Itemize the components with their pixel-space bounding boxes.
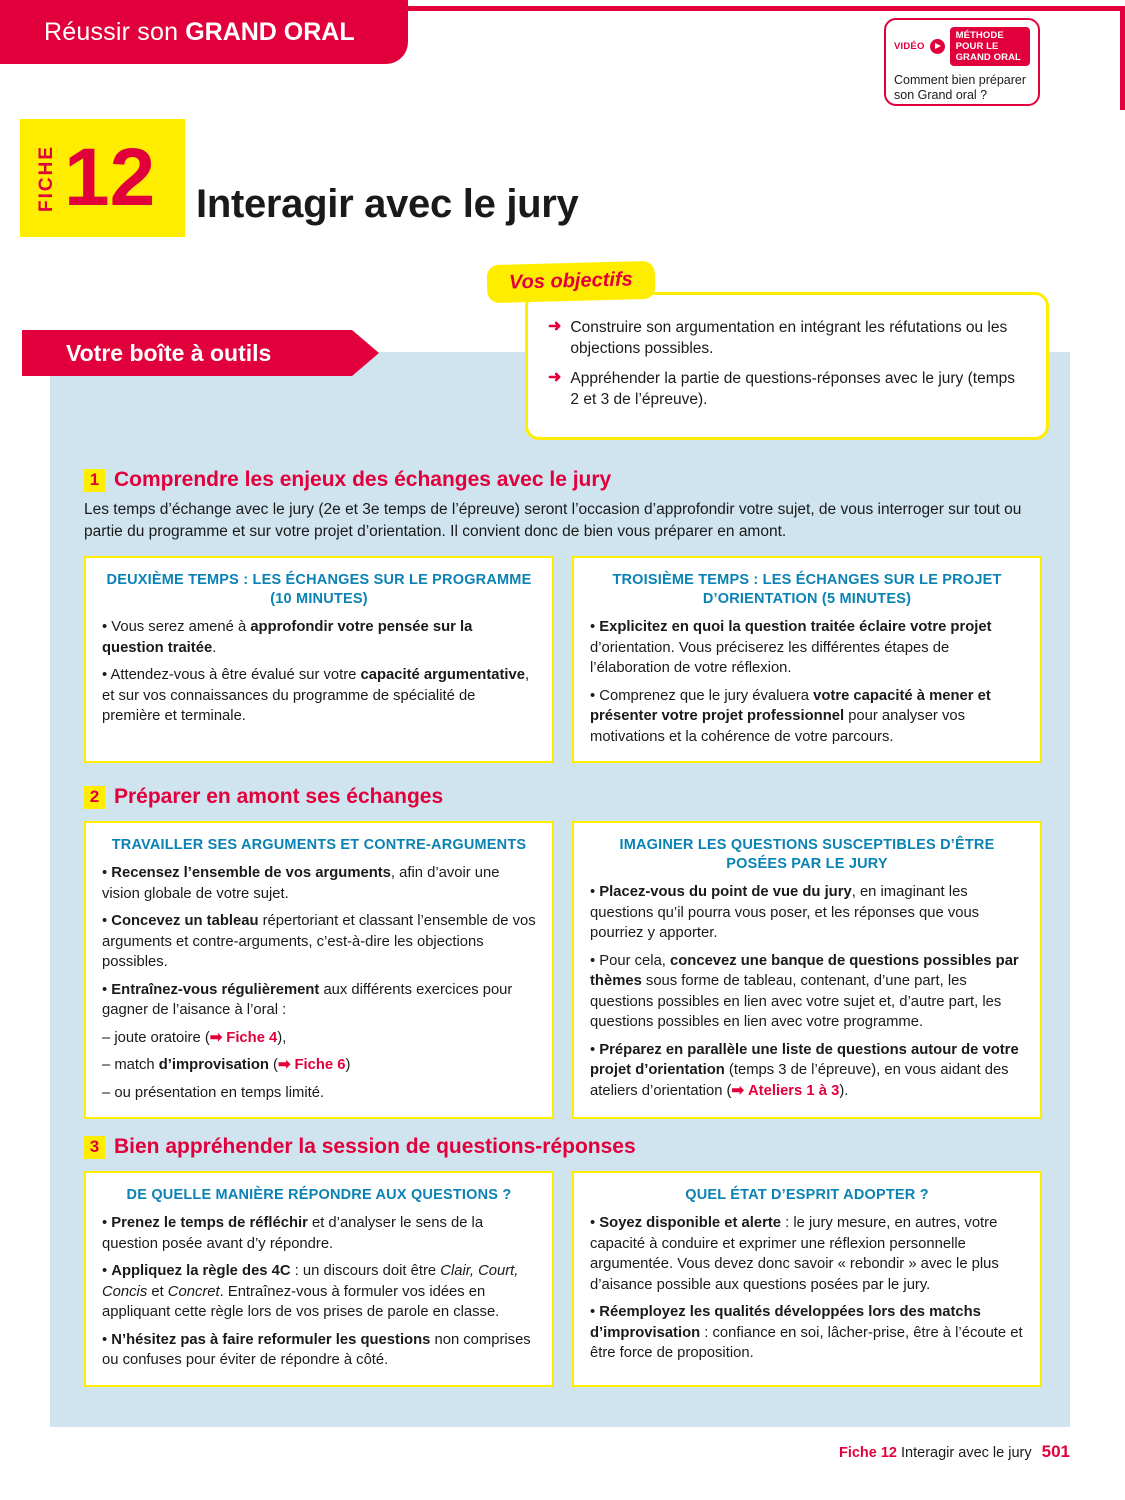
section-1-cards [84, 556, 1042, 763]
page-title: Interagir avec le jury [196, 181, 579, 226]
card-paragraph: • Comprenez que le jury évaluera votre capacité à mener et présenter votre projet professionnel pour analyser vos motivations et la cohérence de votre parcours. [590, 687, 991, 745]
card-paragraph: • Explicitez en quoi la question traitée éclaire votre projet d’orientation. Vous préciserez les différentes étapes de l’élaboration de votre réflexion. [590, 619, 992, 676]
footer-page-number: 501 [1041, 1442, 1070, 1461]
section-1-number: 1 [84, 469, 105, 492]
video-method-tag: MÉTHODE POUR LE GRAND ORAL [950, 27, 1030, 66]
series-banner-strong: GRAND ORAL [185, 17, 355, 46]
objectives-tab [487, 261, 656, 303]
footer-fiche: Fiche 12 [838, 1445, 897, 1461]
card-imaginer-questions [572, 821, 1042, 1119]
section-3-title: Bien appréhender la session de questions-réponses [114, 1135, 636, 1158]
card-travailler-arguments [84, 821, 554, 1119]
play-icon[interactable] [930, 39, 945, 54]
card-paragraph: • Pour cela, concevez une banque de questions possibles par thèmes sous forme de tableau, contenant, d’une part, les questions possibles en lien avec votre sujet et, d’autre part, les questions possibles en lien avec votre programme. [590, 952, 1019, 1030]
fiche-word: FICHE [36, 144, 57, 212]
card-paragraph-link[interactable]: – match d’improvisation (➡ Fiche 6) [102, 1057, 351, 1073]
objective-item [548, 368, 1022, 410]
video-callout-header [894, 27, 1030, 66]
section-3-header [84, 1135, 1042, 1159]
card-maniere-repondre [84, 1171, 554, 1387]
footer-title: Interagir avec le jury [901, 1445, 1032, 1461]
section-2-number: 2 [84, 786, 105, 809]
top-rule [408, 6, 1125, 11]
toolbox-tag [22, 330, 352, 376]
objective-text: Construire son argumentation en intégrant les réfutations ou les objections possibles. [570, 319, 1008, 357]
section-1-intro: Les temps d’échange avec le jury (2e et 3e temps de l’épreuve) seront l’occasion d’approfondir votre sujet, de vous interroger sur tout ou partie du programme et sur votre projet d’orientation. Il convient donc de bien vous préparer en amont. [84, 501, 1022, 540]
section-2 [84, 785, 1042, 1119]
series-banner-pre: Réussir son [44, 17, 179, 46]
card-paragraph: • Entraînez-vous régulièrement aux différents exercices pour gagner de l’aisance à l’oral : [102, 981, 513, 1018]
fiche-number-block [20, 119, 185, 237]
card-paragraph: • Appliquez la règle des 4C : un discours doit être Clair, Court, Concis et Concret. Entraînez-vous à formuler vos idées en appliquant cette règle lors de vos prises de parole en classe. [102, 1263, 519, 1320]
section-3 [84, 1135, 1042, 1387]
card-title: TROISIÈME TEMPS : LES ÉCHANGES SUR LE PROJET D’ORIENTATION (5 MINUTES) [612, 572, 1002, 607]
section-2-title: Préparer en amont ses échanges [114, 785, 444, 808]
card-troisieme-temps [572, 556, 1042, 763]
section-1-title: Comprendre les enjeux des échanges avec le jury [114, 468, 612, 491]
card-title: QUEL ÉTAT D’ESPRIT ADOPTER ? [685, 1187, 929, 1203]
section-1-header [84, 468, 1042, 492]
card-paragraph-link[interactable]: • Préparez en parallèle une liste de questions autour de votre projet d’orientation (temps 3 de l’épreuve), en vous aidant des ateliers d’orientation (➡ Ateliers 1 à 3). [590, 1041, 1019, 1099]
card-paragraph: • Prenez le temps de réfléchir et d’analyser le sens de la question posée avant d’y répondre. [102, 1215, 484, 1252]
card-paragraph: • Réemployez les qualités développées lors des matchs d’improvisation : confiance en soi, lâcher-prise, être à l’écoute et être force de proposition. [590, 1304, 1023, 1361]
card-etat-esprit [572, 1171, 1042, 1387]
section-2-cards [84, 821, 1042, 1119]
card-paragraph: • N’hésitez pas à faire reformuler les questions non comprises ou confuses pour éviter de répondre à côté. [102, 1331, 531, 1368]
toolbox-label: Votre boîte à outils [66, 340, 272, 366]
video-callout[interactable] [884, 18, 1040, 106]
section-3-cards [84, 1171, 1042, 1387]
card-paragraph: • Concevez un tableau répertoriant et classant l’ensemble de vos arguments et contre-arguments, c’est-à-dire les objections possibles. [102, 913, 536, 970]
card-paragraph-link[interactable]: – joute oratoire (➡ Fiche 4), [102, 1029, 287, 1046]
card-paragraph: • Soyez disponible et alerte : le jury mesure, en autres, votre capacité à conduire et exprimer une réflexion personnelle argumentée. Vous devez donc savoir « rebondir » avec le plus d’aisance possible aux questions posées par le jury. [590, 1215, 999, 1293]
section-3-number: 3 [84, 1136, 105, 1159]
section-2-header [84, 785, 1042, 809]
objective-text: Appréhender la partie de questions-réponses avec le jury (temps 2 et 3 de l’épreuve). [570, 370, 1015, 408]
video-label: VIDÉO [894, 41, 925, 52]
card-paragraph: – ou présentation en temps limité. [102, 1084, 325, 1101]
fiche-number: 12 [64, 132, 156, 223]
arrow-right-icon: ➜ [548, 318, 562, 335]
video-caption: Comment bien préparer son Grand oral ? [894, 73, 1027, 102]
objective-item [548, 317, 1022, 359]
right-rail [1120, 6, 1125, 110]
objectives-tab-label: Vos objectifs [508, 268, 633, 294]
arrow-right-icon: ➜ [548, 369, 562, 386]
card-paragraph: • Placez-vous du point de vue du jury, en imaginant les questions qu’il pourra vous poser, et les réponses que vous pourriez y apporter. [590, 884, 980, 941]
objectives-box [525, 292, 1049, 440]
page-footer [839, 1442, 1070, 1462]
card-title: DE QUELLE MANIÈRE RÉPONDRE AUX QUESTIONS ? [126, 1187, 512, 1203]
card-title: IMAGINER LES QUESTIONS SUSCEPTIBLES D’ÊTRE POSÉES PAR LE JURY [619, 837, 995, 872]
card-title: DEUXIÈME TEMPS : LES ÉCHANGES SUR LE PROGRAMME (10 MINUTES) [106, 572, 532, 607]
card-paragraph: • Attendez-vous à être évalué sur votre capacité argumentative, et sur vos connaissances du programme de spécialité de première et terminale. [102, 667, 530, 724]
series-banner [0, 0, 408, 64]
card-paragraph: • Vous serez amené à approfondir votre pensée sur la question traitée. [102, 619, 473, 656]
card-paragraph: • Recensez l’ensemble de vos arguments, afin d’avoir une vision globale de votre sujet. [102, 865, 500, 902]
card-deuxieme-temps [84, 556, 554, 763]
card-title: TRAVAILLER SES ARGUMENTS ET CONTRE-ARGUMENTS [111, 837, 527, 853]
section-1 [84, 468, 1042, 763]
